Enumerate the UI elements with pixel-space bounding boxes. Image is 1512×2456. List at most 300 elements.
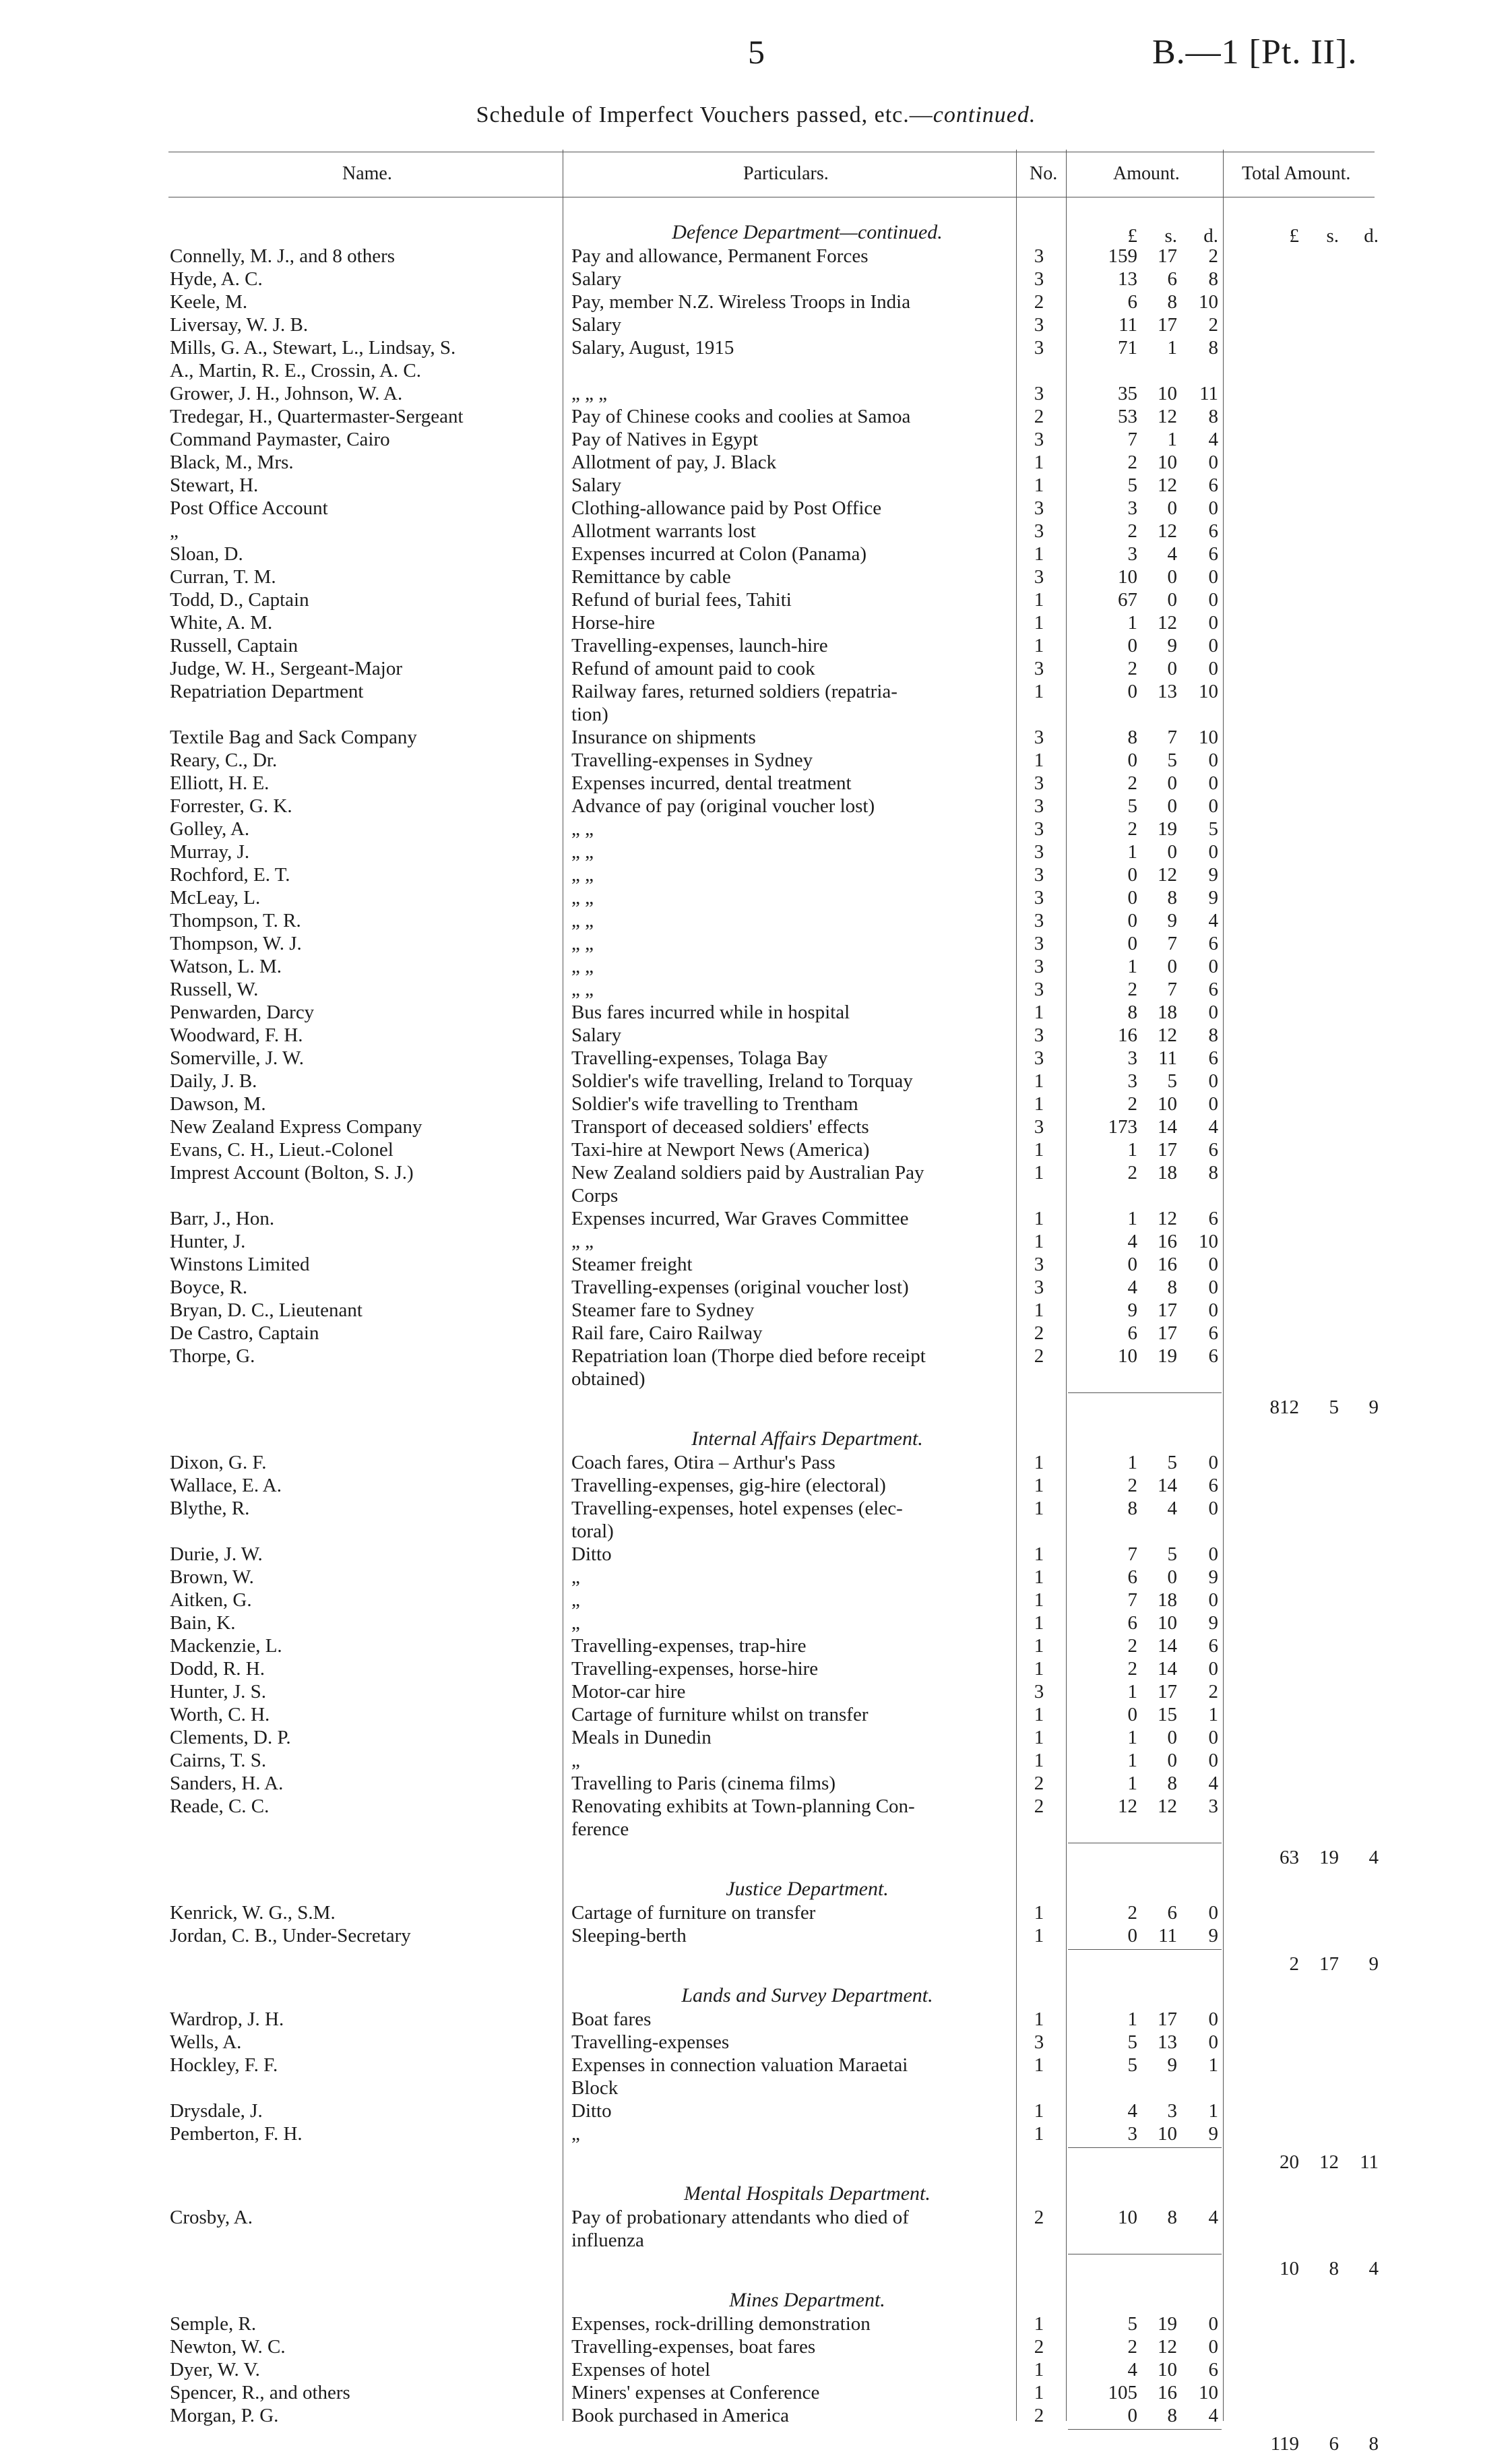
row-voucher-no: 1	[1034, 635, 1044, 656]
table-row	[0, 1116, 1512, 1139]
row-voucher-no: 1	[1034, 1658, 1044, 1680]
table-row	[0, 429, 1512, 452]
row-shillings: 7	[1167, 727, 1177, 748]
row-pence: 0	[1208, 2031, 1218, 2053]
row-pounds: 67	[1118, 589, 1137, 611]
row-pounds: 2	[1127, 452, 1137, 473]
row-shillings: 18	[1158, 1002, 1177, 1023]
row-name: Command Paymaster, Cairo	[170, 429, 390, 450]
row-pounds: 6	[1127, 291, 1137, 313]
col-header-no: No.	[1030, 163, 1058, 184]
row-name: McLeay, L.	[170, 887, 261, 909]
row-shillings: 10	[1158, 452, 1177, 473]
row-pounds: 1	[1127, 1681, 1137, 1702]
total-pence: 11	[1360, 2151, 1379, 2173]
row-pence: 0	[1208, 841, 1218, 863]
row-name: New Zealand Express Company	[170, 1116, 422, 1138]
row-particulars: New Zealand soldiers paid by Australian Pay	[571, 1162, 924, 1184]
row-pounds: 1	[1127, 1773, 1137, 1794]
row-name: Kenrick, W. G., S.M.	[170, 1902, 336, 1924]
table-row	[0, 406, 1512, 429]
row-pounds: 0	[1127, 887, 1137, 909]
row-shillings: 0	[1167, 497, 1177, 519]
row-pounds: 2	[1127, 1475, 1137, 1496]
row-name: „	[170, 520, 179, 542]
row-pounds: 0	[1127, 635, 1137, 656]
schedule-title	[0, 102, 1512, 128]
row-particulars: „ „	[571, 887, 594, 909]
unit-label: s.	[1164, 225, 1177, 247]
row-pence: 0	[1208, 772, 1218, 794]
row-pence: 0	[1208, 749, 1218, 771]
row-shillings: 0	[1167, 1750, 1177, 1771]
table-row	[0, 1254, 1512, 1277]
row-pounds: 3	[1127, 1070, 1137, 1092]
row-name: White, A. M.	[170, 612, 273, 634]
row-shillings: 10	[1158, 2359, 1177, 2381]
row-voucher-no: 1	[1034, 452, 1044, 473]
row-pounds: 2	[1127, 658, 1137, 679]
row-pence: 0	[1208, 1093, 1218, 1115]
row-name: Post Office Account	[170, 497, 328, 519]
row-name: Mills, G. A., Stewart, L., Lindsay, S.	[170, 337, 456, 359]
row-pounds: 10	[1118, 1345, 1137, 1367]
row-voucher-no: 1	[1034, 1299, 1044, 1321]
row-pence: 0	[1208, 2008, 1218, 2030]
row-particulars: Travelling-expenses, Tolaga Bay	[571, 1047, 828, 1069]
col-header-name: Name.	[342, 163, 392, 184]
row-shillings: 8	[1167, 887, 1177, 909]
row-particulars: Expenses incurred, dental treatment	[571, 772, 852, 794]
row-shillings: 6	[1167, 268, 1177, 290]
row-voucher-no: 3	[1034, 841, 1044, 863]
row-pounds: 3	[1127, 497, 1137, 519]
table-row	[0, 1589, 1512, 1612]
table-row	[0, 1185, 1512, 1208]
row-name: Todd, D., Captain	[170, 589, 309, 611]
row-name: Rochford, E. T.	[170, 864, 290, 886]
row-particulars: Sleeping-berth	[571, 1925, 687, 1946]
table-row	[0, 1543, 1512, 1566]
row-pounds: 159	[1108, 245, 1137, 267]
row-pence: 0	[1208, 658, 1218, 679]
row-particulars: Transport of deceased soldiers' effects	[571, 1116, 869, 1138]
row-particulars: Steamer freight	[571, 1254, 693, 1275]
row-shillings: 18	[1158, 1589, 1177, 1611]
total-pence: 4	[1368, 2258, 1379, 2279]
table-row	[0, 1368, 1512, 1391]
row-pence: 0	[1208, 1750, 1218, 1771]
row-voucher-no: 3	[1034, 933, 1044, 954]
row-particulars: Travelling-expenses, launch-hire	[571, 635, 828, 656]
department-total	[0, 2433, 1512, 2456]
row-pounds: 10	[1118, 2207, 1137, 2228]
row-shillings: 8	[1167, 291, 1177, 313]
row-name: Daily, J. B.	[170, 1070, 257, 1092]
row-particulars: Expenses incurred at Colon (Panama)	[571, 543, 867, 565]
row-shillings: 17	[1158, 1299, 1177, 1321]
row-pounds: 1	[1127, 1452, 1137, 1473]
table-row	[0, 543, 1512, 566]
row-voucher-no: 1	[1034, 1566, 1044, 1588]
row-voucher-no: 3	[1034, 956, 1044, 977]
row-shillings: 12	[1158, 1208, 1177, 1229]
row-particulars: Block	[571, 2077, 619, 2099]
table-row	[0, 704, 1512, 727]
row-pence: 0	[1208, 1070, 1218, 1092]
row-voucher-no: 3	[1034, 772, 1044, 794]
table-row	[0, 979, 1512, 1002]
row-shillings: 6	[1167, 1902, 1177, 1924]
row-shillings: 0	[1167, 589, 1177, 611]
row-name: Grower, J. H., Johnson, W. A.	[170, 383, 403, 404]
row-particulars: Allotment warrants lost	[571, 520, 756, 542]
table-row	[0, 2382, 1512, 2405]
row-pence: 2	[1208, 245, 1218, 267]
row-name: Cairns, T. S.	[170, 1750, 267, 1771]
table-row	[0, 2100, 1512, 2123]
table-row	[0, 681, 1512, 704]
row-voucher-no: 2	[1034, 1773, 1044, 1794]
row-name: Jordan, C. B., Under-Secretary	[170, 1925, 411, 1946]
row-particulars: Salary	[571, 268, 622, 290]
row-name: Semple, R.	[170, 2313, 257, 2335]
row-shillings: 5	[1167, 1543, 1177, 1565]
table-row	[0, 1773, 1512, 1795]
row-shillings: 19	[1158, 818, 1177, 840]
row-name: Evans, C. H., Lieut.-Colonel	[170, 1139, 393, 1161]
row-pence: 6	[1208, 474, 1218, 496]
row-name: Imprest Account (Bolton, S. J.)	[170, 1162, 414, 1184]
row-name: Connelly, M. J., and 8 others	[170, 245, 396, 267]
row-shillings: 14	[1158, 1635, 1177, 1657]
table-row	[0, 635, 1512, 658]
row-shillings: 11	[1158, 1047, 1177, 1069]
row-pounds: 0	[1127, 681, 1137, 702]
row-voucher-no: 1	[1034, 2382, 1044, 2403]
row-voucher-no: 3	[1034, 864, 1044, 886]
row-pence: 10	[1199, 681, 1218, 702]
row-particulars: Rail fare, Cairo Railway	[571, 1322, 763, 1344]
row-pounds: 1	[1127, 1727, 1137, 1748]
row-voucher-no: 3	[1034, 727, 1044, 748]
table-row	[0, 1322, 1512, 1345]
row-pounds: 0	[1127, 864, 1137, 886]
row-pence: 6	[1208, 1322, 1218, 1344]
row-pence: 6	[1208, 1047, 1218, 1069]
table-row	[0, 727, 1512, 749]
row-shillings: 5	[1167, 1070, 1177, 1092]
row-particulars: Horse-hire	[571, 612, 656, 634]
row-pounds: 12	[1118, 1795, 1137, 1817]
row-pounds: 6	[1127, 1566, 1137, 1588]
row-voucher-no: 1	[1034, 1543, 1044, 1565]
row-pence: 0	[1208, 1002, 1218, 1023]
row-voucher-no: 1	[1034, 2054, 1044, 2076]
row-name: Reary, C., Dr.	[170, 749, 278, 771]
row-particulars: Expenses incurred, War Graves Committee	[571, 1208, 909, 1229]
row-particulars: Corps	[571, 1185, 619, 1206]
row-particulars: Travelling-expenses	[571, 2031, 730, 2053]
row-particulars: Pay of Natives in Egypt	[571, 429, 759, 450]
row-voucher-no: 2	[1034, 1345, 1044, 1367]
row-voucher-no: 3	[1034, 429, 1044, 450]
row-name: Forrester, G. K.	[170, 795, 292, 817]
row-particulars: Expenses, rock-drilling demonstration	[571, 2313, 871, 2335]
row-name: Wells, A.	[170, 2031, 242, 2053]
row-shillings: 12	[1158, 520, 1177, 542]
row-particulars: „ „	[571, 933, 594, 954]
row-particulars: Coach fares, Otira – Arthur's Pass	[571, 1452, 836, 1473]
row-voucher-no: 1	[1034, 1925, 1044, 1946]
row-voucher-no: 1	[1034, 1139, 1044, 1161]
row-pounds: 2	[1127, 2336, 1137, 2358]
table-row	[0, 1070, 1512, 1093]
row-particulars: Clothing-allowance paid by Post Office	[571, 497, 882, 519]
row-shillings: 10	[1158, 1093, 1177, 1115]
total-shillings: 6	[1329, 2433, 1339, 2455]
row-voucher-no: 1	[1034, 1231, 1044, 1252]
subtotal-rule	[1068, 1949, 1222, 1950]
row-shillings: 17	[1158, 314, 1177, 336]
row-pounds: 1	[1127, 1139, 1137, 1161]
row-particulars: influenza	[571, 2230, 644, 2251]
total-pence: 9	[1368, 1396, 1379, 1418]
row-shillings: 0	[1167, 772, 1177, 794]
row-shillings: 0	[1167, 956, 1177, 977]
row-particulars: Refund of amount paid to cook	[571, 658, 815, 679]
row-name: Repatriation Department	[170, 681, 364, 702]
row-voucher-no: 1	[1034, 543, 1044, 565]
row-pence: 0	[1208, 1277, 1218, 1298]
row-pounds: 2	[1127, 1093, 1137, 1115]
row-particulars: Travelling to Paris (cinema films)	[571, 1773, 836, 1794]
row-pounds: 5	[1127, 2031, 1137, 2053]
total-shillings: 19	[1319, 1847, 1339, 1868]
row-voucher-no: 1	[1034, 1162, 1044, 1184]
row-shillings: 11	[1158, 1925, 1177, 1946]
row-pence: 6	[1208, 933, 1218, 954]
row-voucher-no: 3	[1034, 2031, 1044, 2053]
row-pence: 1	[1208, 1704, 1218, 1725]
row-name: Curran, T. M.	[170, 566, 276, 588]
row-shillings: 0	[1167, 1566, 1177, 1588]
row-name: Bryan, D. C., Lieutenant	[170, 1299, 363, 1321]
subtotal-rule	[1068, 2147, 1222, 2148]
table-row	[0, 612, 1512, 635]
total-pounds: 2	[1289, 1953, 1299, 1975]
row-voucher-no: 1	[1034, 1704, 1044, 1725]
row-voucher-no: 1	[1034, 2123, 1044, 2145]
table-row	[0, 2336, 1512, 2359]
table-row	[0, 772, 1512, 795]
row-voucher-no: 1	[1034, 2359, 1044, 2381]
total-pounds: 10	[1280, 2258, 1299, 2279]
row-shillings: 14	[1158, 1658, 1177, 1680]
row-name: Textile Bag and Sack Company	[170, 727, 417, 748]
row-shillings: 12	[1158, 612, 1177, 634]
row-name: Brown, W.	[170, 1566, 254, 1588]
row-pence: 10	[1199, 1231, 1218, 1252]
table-row	[0, 1475, 1512, 1498]
row-shillings: 19	[1158, 1345, 1177, 1367]
row-particulars: Travelling-expenses in Sydney	[571, 749, 813, 771]
row-particulars: „	[571, 1566, 580, 1588]
row-name: Hunter, J. S.	[170, 1681, 267, 1702]
row-name: Hunter, J.	[170, 1231, 246, 1252]
table-row	[0, 1635, 1512, 1658]
row-particulars: Book purchased in America	[571, 2405, 789, 2426]
row-pounds: 9	[1127, 1299, 1137, 1321]
table-row	[0, 314, 1512, 337]
row-pence: 0	[1208, 635, 1218, 656]
row-pounds: 5	[1127, 2054, 1137, 2076]
table-row	[0, 1047, 1512, 1070]
row-pounds: 1	[1127, 2008, 1137, 2030]
row-name: Winstons Limited	[170, 1254, 310, 1275]
row-name: Judge, W. H., Sergeant-Major	[170, 658, 402, 679]
table-row	[0, 887, 1512, 910]
row-particulars: Steamer fare to Sydney	[571, 1299, 755, 1321]
table-row	[0, 864, 1512, 887]
row-voucher-no: 1	[1034, 1070, 1044, 1092]
row-pounds: 2	[1127, 520, 1137, 542]
table-row	[0, 910, 1512, 933]
row-pence: 4	[1208, 1773, 1218, 1794]
row-shillings: 1	[1167, 337, 1177, 359]
table-row	[0, 1498, 1512, 1521]
row-voucher-no: 1	[1034, 474, 1044, 496]
table-row	[0, 1566, 1512, 1589]
row-pence: 0	[1208, 1543, 1218, 1565]
row-pence: 6	[1208, 1139, 1218, 1161]
row-pence: 6	[1208, 1208, 1218, 1229]
row-pounds: 35	[1118, 383, 1137, 404]
row-shillings: 0	[1167, 1727, 1177, 1748]
unit-label: d.	[1364, 225, 1379, 247]
row-name: Dawson, M.	[170, 1093, 266, 1115]
row-pence: 9	[1208, 1612, 1218, 1634]
row-pence: 3	[1208, 1795, 1218, 1817]
row-pence: 6	[1208, 520, 1218, 542]
department-total	[0, 2258, 1512, 2281]
row-pence: 9	[1208, 864, 1218, 886]
row-shillings: 17	[1158, 1139, 1177, 1161]
row-pounds: 6	[1127, 1612, 1137, 1634]
row-particulars: Miners' expenses at Conference	[571, 2382, 820, 2403]
table-row	[0, 1727, 1512, 1750]
row-shillings: 4	[1167, 543, 1177, 565]
row-particulars: Travelling-expenses, horse-hire	[571, 1658, 819, 1680]
row-name: Sloan, D.	[170, 543, 243, 565]
table-row	[0, 268, 1512, 291]
row-particulars: Salary	[571, 314, 622, 336]
row-pence: 6	[1208, 1475, 1218, 1496]
row-shillings: 12	[1158, 406, 1177, 427]
row-name: Liversay, W. J. B.	[170, 314, 309, 336]
table-row	[0, 589, 1512, 612]
row-voucher-no: 1	[1034, 749, 1044, 771]
row-voucher-no: 3	[1034, 383, 1044, 404]
row-pounds: 0	[1127, 910, 1137, 931]
row-particulars: Travelling-expenses, trap-hire	[571, 1635, 807, 1657]
table-row	[0, 1612, 1512, 1635]
row-name: Golley, A.	[170, 818, 250, 840]
row-name: Elliott, H. E.	[170, 772, 270, 794]
department-total	[0, 1847, 1512, 1870]
table-row	[0, 2077, 1512, 2100]
table-row	[0, 2207, 1512, 2230]
row-pence: 1	[1208, 2054, 1218, 2076]
row-particulars: Travelling-expenses, gig-hire (electoral)	[571, 1475, 886, 1496]
row-pounds: 6	[1127, 1322, 1137, 1344]
row-shillings: 16	[1158, 1231, 1177, 1252]
total-shillings: 17	[1319, 1953, 1339, 1975]
row-pounds: 2	[1127, 1658, 1137, 1680]
row-pence: 6	[1208, 1345, 1218, 1367]
row-pounds: 0	[1127, 933, 1137, 954]
row-name: Dixon, G. F.	[170, 1452, 267, 1473]
row-pence: 0	[1208, 1902, 1218, 1924]
table-row	[0, 337, 1512, 360]
table-row	[0, 1139, 1512, 1162]
row-shillings: 10	[1158, 1612, 1177, 1634]
row-shillings: 10	[1158, 2123, 1177, 2145]
row-pounds: 0	[1127, 1925, 1137, 1946]
row-pence: 0	[1208, 795, 1218, 817]
table-row	[0, 1299, 1512, 1322]
row-voucher-no: 1	[1034, 1093, 1044, 1115]
table-row	[0, 474, 1512, 497]
total-pounds: 20	[1280, 2151, 1299, 2173]
row-pence: 0	[1208, 1498, 1218, 1519]
row-shillings: 16	[1158, 2382, 1177, 2403]
row-shillings: 9	[1167, 635, 1177, 656]
row-particulars: Salary, August, 1915	[571, 337, 734, 359]
table-row	[0, 1024, 1512, 1047]
row-particulars: Advance of pay (original voucher lost)	[571, 795, 875, 817]
row-pence: 0	[1208, 497, 1218, 519]
row-name: Barr, J., Hon.	[170, 1208, 275, 1229]
row-pence: 9	[1208, 887, 1218, 909]
row-pence: 4	[1208, 2207, 1218, 2228]
row-name: Dyer, W. V.	[170, 2359, 260, 2381]
row-voucher-no: 1	[1034, 1208, 1044, 1229]
row-name: Newton, W. C.	[170, 2336, 286, 2358]
total-pence: 4	[1368, 1847, 1379, 1868]
table-row	[0, 1658, 1512, 1681]
total-pounds: 119	[1270, 2433, 1299, 2455]
row-pounds: 8	[1127, 1002, 1137, 1023]
row-name: Watson, L. M.	[170, 956, 282, 977]
row-voucher-no: 1	[1034, 1589, 1044, 1611]
row-name: Dodd, R. H.	[170, 1658, 265, 1680]
table-row	[0, 1093, 1512, 1116]
row-voucher-no: 2	[1034, 2405, 1044, 2426]
row-shillings: 9	[1167, 2054, 1177, 2076]
row-voucher-no: 3	[1034, 795, 1044, 817]
row-shillings: 12	[1158, 1795, 1177, 1817]
row-pence: 10	[1199, 727, 1218, 748]
row-shillings: 14	[1158, 1475, 1177, 1496]
row-shillings: 8	[1167, 1773, 1177, 1794]
row-shillings: 12	[1158, 2336, 1177, 2358]
row-pence: 8	[1208, 1024, 1218, 1046]
row-particulars: Pay and allowance, Permanent Forces	[571, 245, 869, 267]
department-total	[0, 1953, 1512, 1976]
col-header-particulars: Particulars.	[743, 163, 829, 184]
row-particulars: Refund of burial fees, Tahiti	[571, 589, 792, 611]
